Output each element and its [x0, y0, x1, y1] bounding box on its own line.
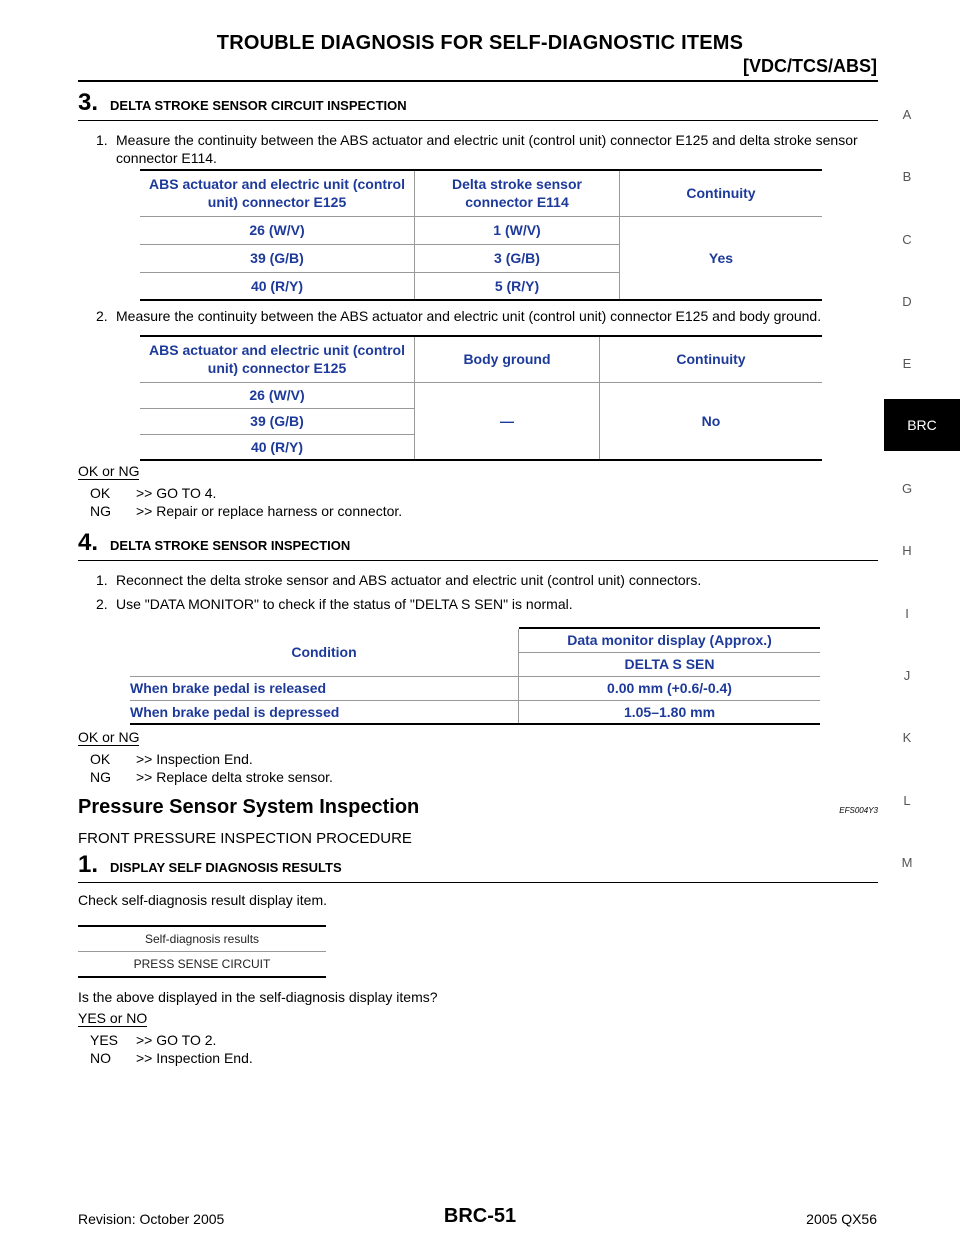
- table-cell: Yes: [620, 216, 823, 300]
- step-4-heading: [78, 530, 878, 561]
- list-text: Use "DATA MONITOR" to check if the status of "DELTA S SEN" is normal.: [116, 596, 573, 612]
- result-ng: [78, 768, 878, 786]
- side-index-g[interactable]: G: [901, 481, 913, 496]
- table-cell: When brake pedal is depressed: [130, 700, 519, 724]
- page-content: [78, 84, 878, 1067]
- procedure-title: FRONT PRESSURE INSPECTION PROCEDURE: [78, 830, 412, 847]
- table-header: DELTA S SEN: [519, 652, 821, 676]
- table-cell: 40 (R/Y): [140, 434, 415, 460]
- result-key: NG: [90, 769, 111, 785]
- continuity-table-delta-stroke: [140, 169, 822, 301]
- table-cell: 39 (G/B): [140, 244, 415, 272]
- step-title: DELTA STROKE SENSOR INSPECTION: [110, 538, 351, 553]
- result-key: OK: [90, 751, 111, 767]
- self-diagnosis-results-table: [78, 925, 326, 978]
- step-3-heading: [78, 90, 878, 121]
- table-cell: PRESS SENSE CIRCUIT: [78, 952, 326, 978]
- step-title: DISPLAY SELF DIAGNOSIS RESULTS: [110, 860, 342, 875]
- step-4-item-1: [78, 571, 878, 589]
- check-text: Check self-diagnosis result display item.: [78, 892, 327, 908]
- section-code: EFS004Y3: [839, 806, 878, 815]
- side-index-brc-tab[interactable]: BRC: [884, 399, 960, 451]
- step-4-item-2: [78, 595, 878, 613]
- table-cell: —: [415, 382, 600, 460]
- step-3-item-1: [78, 131, 878, 167]
- result-ok: [78, 484, 878, 502]
- footer-revision: Revision: October 2005: [78, 1211, 225, 1227]
- table-header: Continuity: [600, 336, 823, 382]
- table-header: Data monitor display (Approx.): [519, 628, 821, 652]
- section-heading: [78, 798, 878, 820]
- table-header: ABS actuator and electric unit (control unit) connector E125: [140, 336, 415, 382]
- result-yes: [78, 1031, 878, 1049]
- step-3-item-2: [78, 307, 878, 325]
- yes-or-no-label: YES or NO: [78, 1010, 148, 1026]
- result-key: OK: [90, 485, 111, 501]
- question-text: Is the above displayed in the self-diagnosis display items?: [78, 989, 438, 1005]
- list-number: 2.: [96, 596, 108, 612]
- table-cell: 26 (W/V): [249, 387, 305, 403]
- side-index-d[interactable]: D: [902, 294, 912, 309]
- list-text: Measure the continuity between the ABS actuator and electric unit (control unit) connector E125 and delta stroke sensor connector E114.: [116, 132, 858, 166]
- header-rule: [78, 80, 878, 82]
- table-cell: When brake pedal is released: [130, 680, 327, 696]
- result-text: >> Repair or replace harness or connector.: [136, 503, 403, 519]
- result-key: NG: [90, 503, 111, 519]
- list-number: 1.: [96, 132, 108, 148]
- data-monitor-table: [130, 627, 820, 725]
- side-index-m[interactable]: M: [901, 855, 913, 870]
- table-cell: No: [600, 382, 823, 460]
- step-3-results: [78, 484, 878, 520]
- table-cell: 40 (R/Y): [140, 272, 415, 300]
- page-title: TROUBLE DIAGNOSIS FOR SELF-DIAGNOSTIC ITEMS: [216, 32, 744, 54]
- side-index-a[interactable]: A: [902, 107, 912, 122]
- result-text: >> GO TO 2.: [136, 1032, 217, 1048]
- result-no: [78, 1049, 878, 1067]
- side-index-e[interactable]: E: [902, 356, 912, 371]
- table-cell: 0.00 mm (+0.6/-0.4): [519, 676, 821, 700]
- list-text: Measure the continuity between the ABS actuator and electric unit (control unit) connector E125 and body ground.: [116, 308, 822, 324]
- side-index-h[interactable]: H: [902, 543, 912, 558]
- step-1-heading: [78, 852, 878, 883]
- result-text: >> Inspection End.: [136, 1050, 253, 1066]
- list-number: 1.: [96, 572, 108, 588]
- result-text: >> GO TO 4.: [136, 485, 217, 501]
- footer-model: 2005 QX56: [806, 1211, 877, 1227]
- result-key: NO: [90, 1050, 111, 1066]
- step-1-results: [78, 1031, 878, 1067]
- result-ng: [78, 502, 878, 520]
- list-number: 2.: [96, 308, 108, 324]
- page-subtitle: [VDC/TCS/ABS]: [743, 56, 877, 76]
- table-cell: 1 (W/V): [415, 216, 620, 244]
- step-number: 1.: [78, 851, 99, 878]
- side-index-l[interactable]: L: [903, 793, 911, 808]
- continuity-table-body-ground: [140, 335, 822, 461]
- table-cell: 39 (G/B): [140, 408, 415, 434]
- step-number: 3.: [78, 89, 99, 116]
- table-header: Delta stroke sensor connector E114: [415, 170, 620, 216]
- ok-or-ng-label: OK or NG: [78, 463, 140, 479]
- side-index-b[interactable]: B: [902, 169, 912, 184]
- side-index-j[interactable]: J: [903, 668, 911, 683]
- table-header: Self-diagnosis results: [78, 926, 326, 952]
- ok-or-ng-label: OK or NG: [78, 729, 140, 745]
- result-ok: [78, 750, 878, 768]
- table-header: Body ground: [415, 336, 600, 382]
- table-cell: 26 (W/V): [249, 222, 305, 238]
- table-header: Continuity: [620, 170, 823, 216]
- table-header: ABS actuator and electric unit (control unit) connector E125: [140, 170, 415, 216]
- table-cell: 5 (R/Y): [415, 272, 620, 300]
- side-index-k[interactable]: K: [902, 730, 912, 745]
- section-title: Pressure Sensor System Inspection: [78, 796, 420, 818]
- list-text: Reconnect the delta stroke sensor and ABS actuator and electric unit (control unit) connectors.: [116, 572, 702, 588]
- step-4-results: [78, 750, 878, 786]
- side-index-i[interactable]: I: [905, 606, 909, 621]
- side-index-c[interactable]: C: [902, 232, 912, 247]
- step-title: DELTA STROKE SENSOR CIRCUIT INSPECTION: [110, 98, 407, 113]
- table-cell: 1.05–1.80 mm: [519, 700, 821, 724]
- table-cell: 3 (G/B): [415, 244, 620, 272]
- result-key: YES: [90, 1032, 119, 1048]
- footer-page-number: BRC-51: [443, 1205, 517, 1227]
- table-header: Condition: [130, 628, 519, 676]
- step-number: 4.: [78, 529, 99, 556]
- result-text: >> Replace delta stroke sensor.: [136, 769, 333, 785]
- result-text: >> Inspection End.: [136, 751, 253, 767]
